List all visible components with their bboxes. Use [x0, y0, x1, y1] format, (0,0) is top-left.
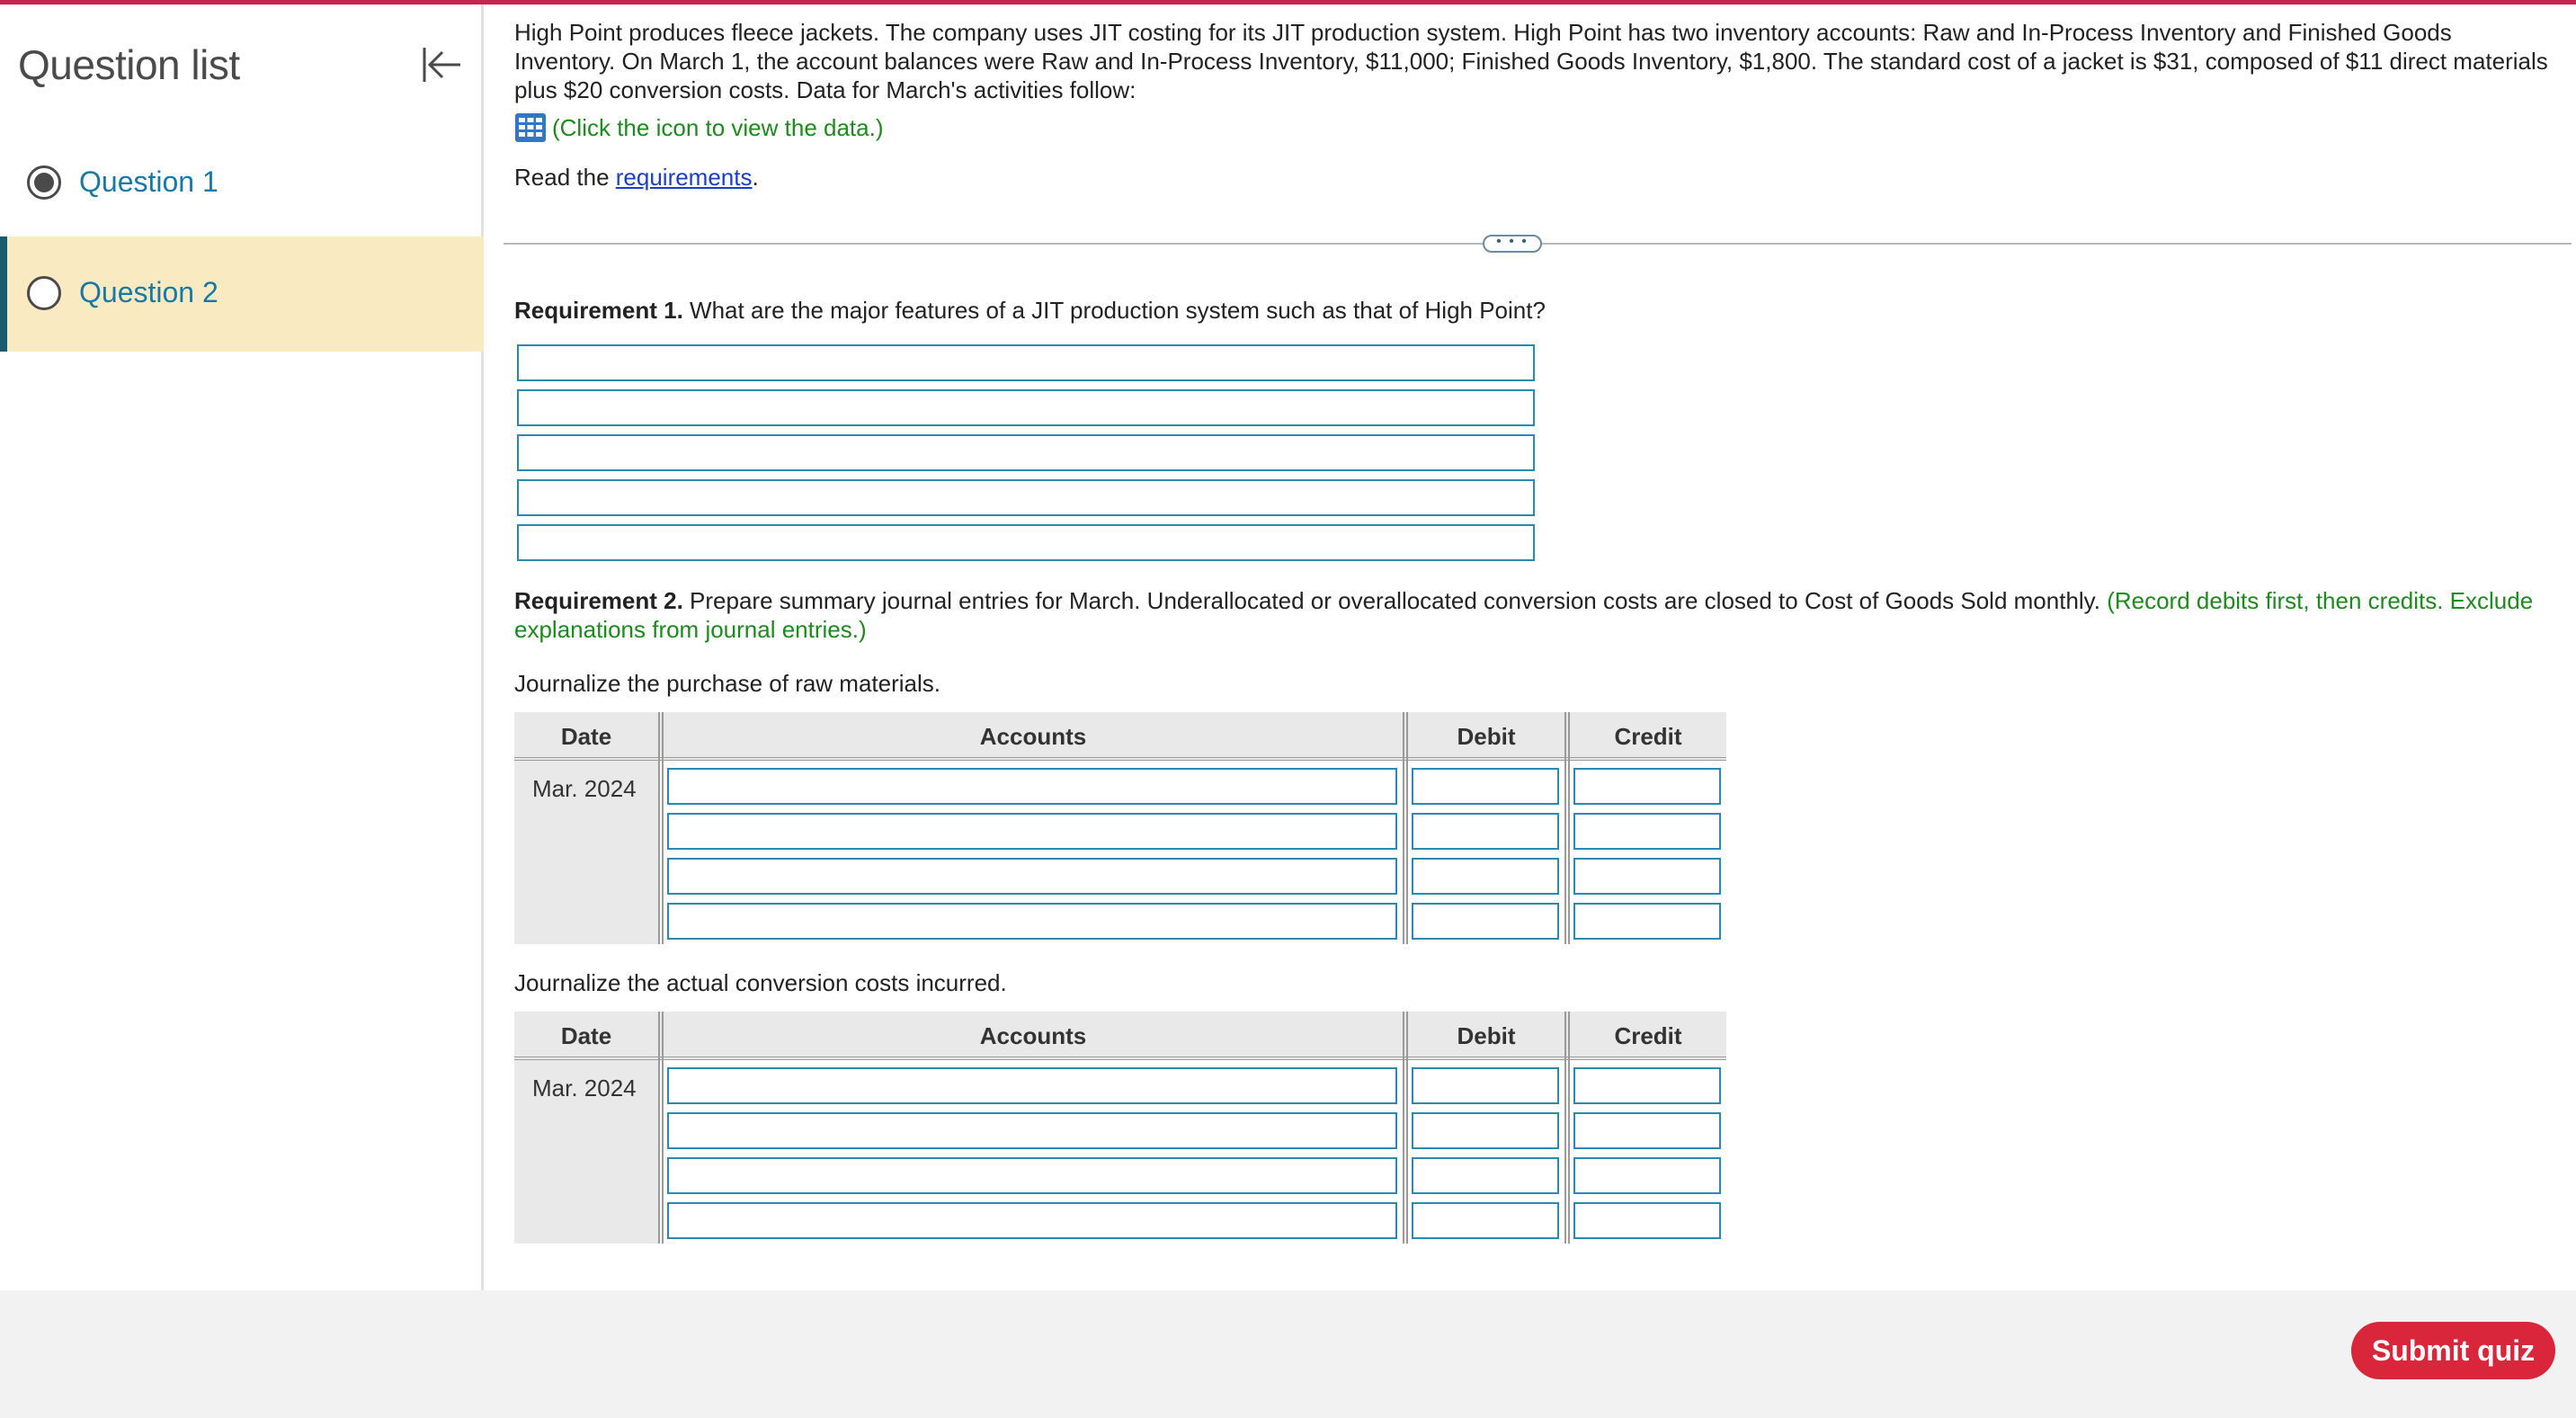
submit-quiz-button[interactable]: Submit quiz: [2351, 1322, 2555, 1379]
credit-input[interactable]: [1573, 1112, 1721, 1149]
date-cell: [514, 1060, 658, 1244]
journal-header: [514, 712, 1726, 761]
credit-input[interactable]: [1573, 813, 1721, 850]
credit-input[interactable]: [1573, 1202, 1721, 1239]
sidebar-item-question-2[interactable]: [0, 236, 484, 352]
sidebar-item-question-1[interactable]: [0, 126, 484, 241]
date-value: Mar. 2024: [532, 1075, 637, 1101]
date-value: Mar. 2024: [532, 775, 637, 802]
answer-input-1[interactable]: [517, 344, 1535, 381]
radio-empty-icon: [27, 276, 61, 310]
account-input[interactable]: [667, 813, 1397, 850]
requirement-2-text: Prepare summary journal entries for March. Underallocated or overallocated conversion costs are closed to Cost of Goods Sold monthly.: [682, 587, 2108, 614]
account-input[interactable]: [667, 903, 1397, 940]
question-list-sidebar: [0, 4, 484, 1290]
debit-header: Debit: [1457, 723, 1516, 750]
answer-input-4[interactable]: [517, 479, 1535, 516]
answer-input-2[interactable]: [517, 389, 1535, 426]
account-input[interactable]: [667, 1157, 1397, 1194]
requirements-link[interactable]: requirements: [615, 164, 753, 191]
account-input[interactable]: [667, 768, 1397, 805]
requirement-1: [514, 297, 1546, 325]
sidebar-item-label: Question 2: [79, 276, 218, 308]
question-content: [514, 18, 2555, 192]
account-input[interactable]: [667, 858, 1397, 895]
account-input[interactable]: [667, 1112, 1397, 1149]
column-divider: [1564, 1012, 1570, 1244]
requirement-1-text: What are the major features of a JIT production system such as that of High Point?: [682, 297, 1546, 324]
radio-filled-icon: [27, 165, 61, 200]
answer-input-5[interactable]: [517, 524, 1535, 561]
column-divider: [658, 712, 664, 944]
debit-input[interactable]: [1412, 1202, 1559, 1239]
view-data-link[interactable]: [514, 111, 2555, 144]
date-cell: [514, 761, 658, 944]
accounts-header: Accounts: [979, 1022, 1087, 1049]
collapse-left-icon[interactable]: [419, 42, 464, 87]
requirement-2: [514, 586, 2555, 644]
debit-input[interactable]: [1412, 858, 1559, 895]
journal-1-instruction: Journalize the purchase of raw materials.: [514, 670, 941, 697]
debit-input[interactable]: [1412, 813, 1559, 850]
credit-input[interactable]: [1573, 903, 1721, 940]
journal-2-instruction: Journalize the actual conversion costs incurred.: [514, 969, 1007, 996]
column-divider: [1403, 712, 1408, 944]
footer-bar: [0, 1290, 2576, 1418]
table-grid-icon[interactable]: [514, 112, 547, 143]
date-header: Date: [560, 723, 612, 750]
debit-header: Debit: [1457, 1022, 1516, 1049]
credit-input[interactable]: [1573, 858, 1721, 895]
account-input[interactable]: [667, 1202, 1397, 1239]
requirement-2-label: Requirement 2.: [514, 587, 683, 614]
date-header: Date: [560, 1022, 612, 1049]
journal-header: [514, 1012, 1726, 1060]
journal-table-2: [514, 1012, 1726, 1244]
question-intro: High Point produces fleece jackets. The company uses JIT costing for its JIT production system. High Point has two inventory accounts: Raw and In-Process Inventory and Finished Goods Inventory. On March 1, the account balances were Raw and In-Process Inventory, $11,000; Finished Goods Inventory, $1,800. The standard cost of a jacket is $31, composed of $11 direct materials plus $20 conversion costs. Data for March's activities follow:: [514, 19, 2548, 103]
credit-header: Credit: [1614, 1022, 1682, 1049]
debit-input[interactable]: [1412, 1067, 1559, 1104]
credit-header: Credit: [1614, 723, 1682, 750]
read-prefix: Read the: [514, 164, 616, 191]
column-divider: [1403, 1012, 1408, 1244]
selected-indicator: [0, 236, 7, 352]
sidebar-item-label: Question 1: [79, 165, 218, 198]
read-suffix: .: [752, 164, 759, 191]
column-divider: [658, 1012, 664, 1244]
requirement-1-label: Requirement 1.: [514, 297, 683, 324]
view-data-text[interactable]: (Click the icon to view the data.): [552, 113, 884, 141]
account-input[interactable]: [667, 1067, 1397, 1104]
credit-input[interactable]: [1573, 1157, 1721, 1194]
column-divider: [1564, 712, 1570, 944]
accounts-header: Accounts: [979, 723, 1087, 750]
debit-input[interactable]: [1412, 1157, 1559, 1194]
journal-table-1: [514, 712, 1726, 944]
read-requirements: [514, 164, 2555, 192]
sidebar-title: Question list: [18, 41, 240, 88]
answer-input-3[interactable]: [517, 434, 1535, 471]
debit-input[interactable]: [1412, 768, 1559, 805]
debit-input[interactable]: [1412, 1112, 1559, 1149]
debit-input[interactable]: [1412, 903, 1559, 940]
requirement-2-note: (Record debits first, then credits. Exclude explanations from journal entries.): [514, 587, 2534, 643]
expand-more-button[interactable]: • • •: [1483, 235, 1542, 253]
credit-input[interactable]: [1573, 1067, 1721, 1104]
credit-input[interactable]: [1573, 768, 1721, 805]
